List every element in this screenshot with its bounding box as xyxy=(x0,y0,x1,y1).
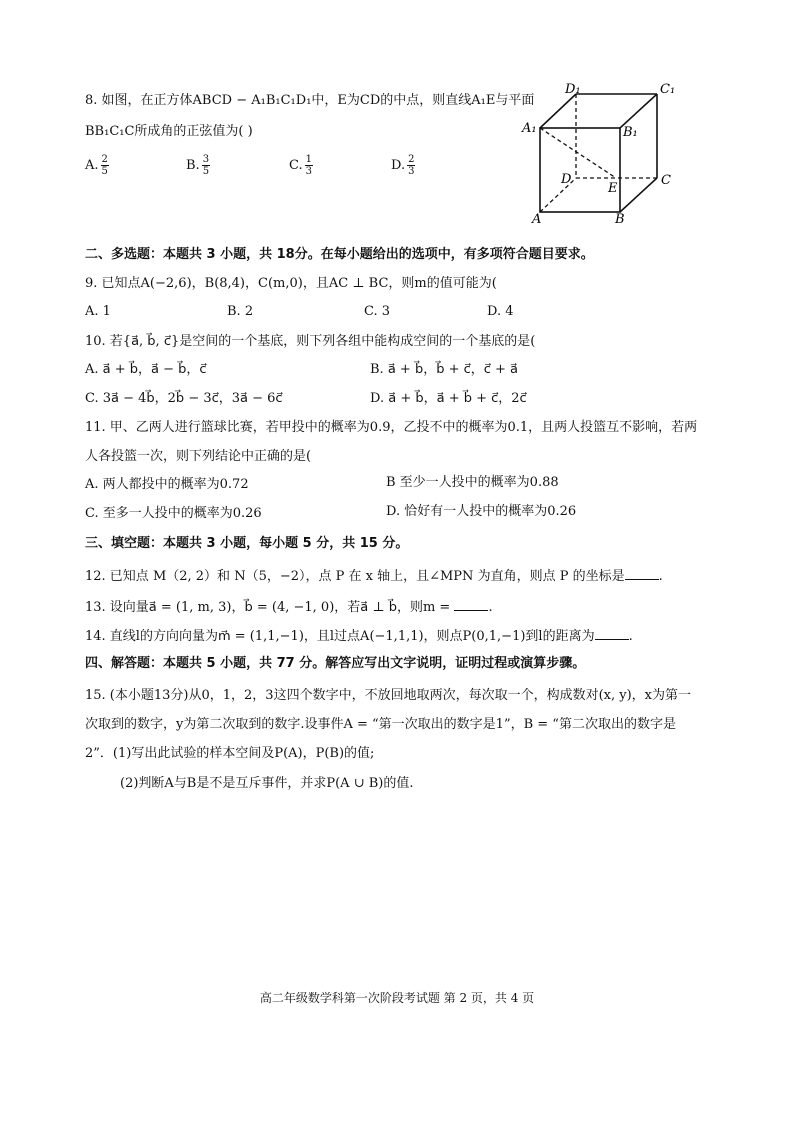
q9-stem: 9. 已知点A(−2,6)，B(8,4)，C(m,0)，且AC ⊥ BC，则m的值可能为( xyxy=(85,276,497,291)
label-b: B xyxy=(615,212,625,225)
q8-option-b-num: 3 xyxy=(202,154,210,165)
q11-stem-line2: 人各投篮一次，则下列结论中正确的是( xyxy=(85,449,312,464)
edge-b1c1 xyxy=(620,94,657,128)
label-d1: D₁ xyxy=(565,82,581,97)
q8-option-b xyxy=(186,154,210,177)
q11-option-b: B 至少一人投中的概率为0.88 xyxy=(386,475,559,490)
q8-option-a-den: 5 xyxy=(101,166,108,177)
q8-option-c-fraction xyxy=(305,154,313,177)
q8-option-b-fraction xyxy=(202,154,210,177)
edge-bc xyxy=(620,178,657,212)
q10-option-d: D. a⃗ + b⃗，a⃗ + b⃗ + c⃗，2c⃗ xyxy=(370,391,527,406)
segment-a1e-hidden xyxy=(540,128,616,178)
section-2-heading: 二、多选题：本题共 3 小题，共 18分。在每小题给出的选项中，有多项符合题目要求。 xyxy=(85,247,594,262)
q12-stem: 12. 已知点 M（2, 2）和 N（5，−2），点 P 在 x 轴上，且∠MPN 为直角，则点 P 的坐标是 xyxy=(85,569,625,584)
q8-option-d-den: 3 xyxy=(408,166,415,177)
label-e: E xyxy=(608,181,618,196)
q9-option-d: D. 4 xyxy=(487,304,514,319)
q14-end-mark: . xyxy=(628,629,633,644)
label-a: A xyxy=(532,212,542,225)
q9-option-b: B. 2 xyxy=(227,304,254,319)
q15-line1: 15. (本小题13分)从0，1，2，3这四个数字中，不放回地取两次，每次取一个，构成数对(x, y)，x为第一 xyxy=(85,688,691,703)
label-c1: C₁ xyxy=(660,82,676,97)
q8-option-a-label: A. xyxy=(85,158,99,173)
q8-stem-line1: 8. 如图，在正方体ABCD − A₁B₁C₁D₁中，E为CD的中点，则直线A₁E与平面 xyxy=(85,93,535,108)
q8-option-c-num: 1 xyxy=(305,154,312,165)
page-footer: 高二年级数学科第一次阶段考试题 第 2 页，共 4 页 xyxy=(259,991,535,1005)
q8-option-b-den: 5 xyxy=(202,166,210,177)
q10-stem: 10. 若{a⃗, b⃗, c⃗}是空间的一个基底，则下列各组中能构成空间的一个基底的是( xyxy=(85,334,536,349)
q10-option-a: A. a⃗ + b⃗，a⃗ − b⃗，c⃗ xyxy=(85,362,207,377)
section-4-heading: 四、解答题：本题共 5 小题，共 77 分。解答应写出文字说明，证明过程或演算步骤。 xyxy=(85,656,586,671)
label-d: D xyxy=(561,172,572,187)
label-c: C xyxy=(661,173,671,188)
front-face xyxy=(540,128,620,212)
q15-line4: (2)判断A与B是不是互斥事件，并求P(A ∪ B)的值. xyxy=(120,776,414,791)
q8-stem-line2: BB₁C₁C所成角的正弦值为( ) xyxy=(85,124,253,139)
q8-option-c-label: C. xyxy=(289,158,303,173)
edge-a1d1 xyxy=(540,94,576,128)
q8-option-a-fraction xyxy=(101,154,109,177)
q12-answer-blank xyxy=(625,567,659,580)
q13-end-mark: . xyxy=(488,600,493,615)
q11-option-c: C. 至多一人投中的概率为0.26 xyxy=(85,506,262,521)
q8-option-b-label: B. xyxy=(186,158,200,173)
q8-option-d xyxy=(391,154,415,177)
q8-option-d-num: 2 xyxy=(408,154,415,165)
q14-answer-blank xyxy=(595,627,629,640)
q8-option-c-den: 3 xyxy=(305,166,312,177)
q15-line3: 2”．(1)写出此试验的样本空间及P(A)，P(B)的值; xyxy=(85,746,375,761)
q15-line2: 次取到的数字，y为第二次取到的数字.设事件A = “第一次取出的数字是1”，B = “第二次取出的数字是 xyxy=(85,717,676,732)
q8-option-a-num: 2 xyxy=(101,154,108,165)
q8-option-d-fraction xyxy=(407,154,415,177)
cube-figure xyxy=(515,80,680,225)
q12-end-mark: . xyxy=(658,569,663,584)
section-3-heading: 三、填空题：本题共 3 小题，每小题 5 分，共 15 分。 xyxy=(85,536,409,551)
q10-option-c: C. 3a⃗ − 4b⃗，2b⃗ − 3c⃗，3a⃗ − 6c⃗ xyxy=(85,391,283,406)
q13-line xyxy=(85,598,493,617)
q10-option-b: B. a⃗ + b⃗，b⃗ + c⃗，c⃗ + a⃗ xyxy=(370,362,519,377)
q11-option-a: A. 两人都投中的概率为0.72 xyxy=(85,477,249,492)
q11-option-d: D. 恰好有一人投中的概率为0.26 xyxy=(386,504,577,519)
q9-option-c: C. 3 xyxy=(364,304,391,319)
q13-stem: 13. 设向量a⃗ = (1, m, 3)，b⃗ = (4, −1, 0)，若a⃗ ⊥ b⃗，则m = xyxy=(85,600,451,615)
q12-line xyxy=(85,567,663,586)
q11-stem-line1: 11. 甲、乙两人进行篮球比赛，若甲投中的概率为0.9，乙投不中的概率为0.1，且两人投篮互不影响，若两 xyxy=(85,420,698,435)
q9-option-a: A. 1 xyxy=(85,304,111,319)
label-a1: A₁ xyxy=(522,121,537,136)
q8-option-c xyxy=(289,154,313,177)
q14-stem: 14. 直线l的方向向量为m⃗ = (1,1,−1)，且l过点A(−1,1,1)，则点P(0,1,−1)到l的距离为 xyxy=(85,629,595,644)
q14-line xyxy=(85,627,633,646)
q8-option-a xyxy=(85,154,109,177)
label-b1: B₁ xyxy=(623,125,638,140)
q8-option-d-label: D. xyxy=(391,158,406,173)
q13-answer-blank xyxy=(454,598,488,611)
